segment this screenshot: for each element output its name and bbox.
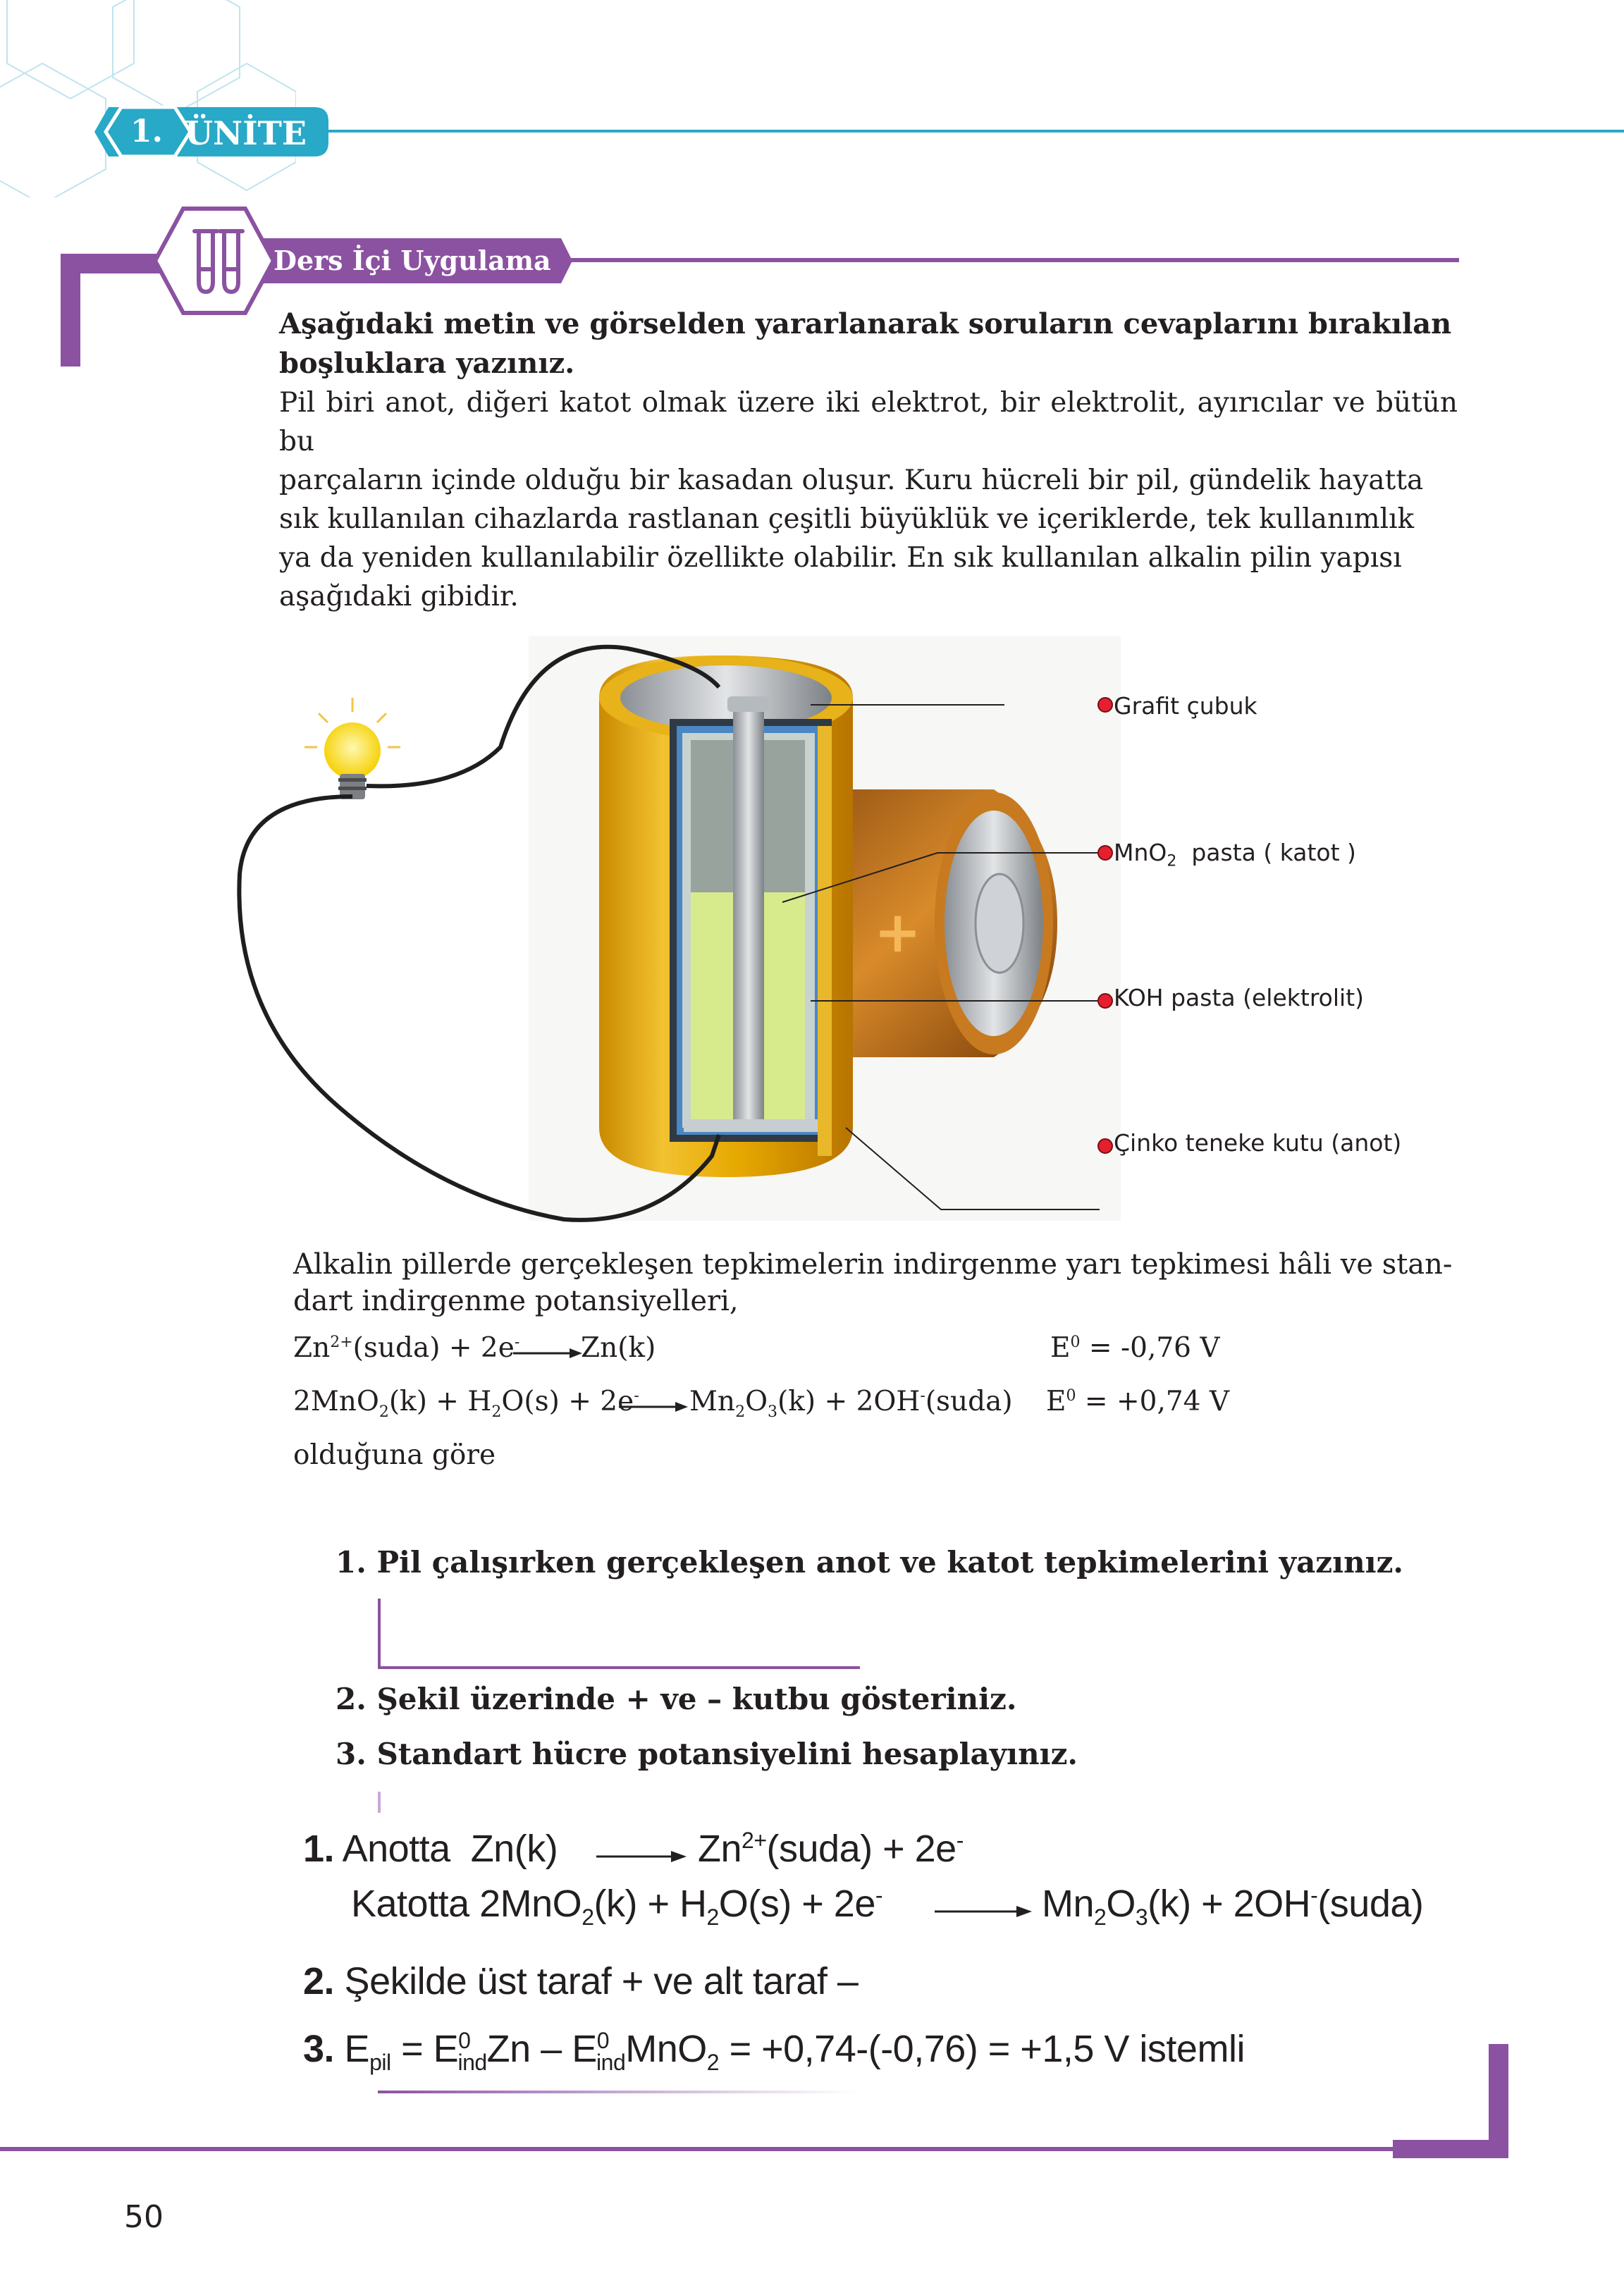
answer-1-anode-product: $Zn^{2+}(suda) + 2e^-$ (698, 1828, 964, 1870)
unit-label: ÜNİTE (185, 114, 307, 152)
answer-3: 3. $E_{pil} = E^0_{ind}Zn - E^0_{ind}MnO_2 = +0,74-(-0,76) = +1,5$ V istemli (303, 2028, 1245, 2075)
unit-header-line (310, 130, 1624, 133)
callout-zinc-can: Çinko teneke kutu (anot) (1114, 1129, 1402, 1157)
callout-mno2-text: MnO (1114, 839, 1167, 866)
question-3: 3. Standart hücre potansiyelini hesaplayınız. (336, 1737, 1078, 1771)
intro-paragraph (279, 383, 1458, 616)
answer-2: 2. Şekilde üst taraf + ve alt taraf – (303, 1960, 859, 2002)
footer-corner-horizontal (1393, 2140, 1508, 2158)
callout-mno2-paste (1114, 839, 1356, 870)
reaction-arrow-icon (513, 1346, 584, 1360)
page-number: 50 (124, 2199, 164, 2235)
answer-1-cathode: Katotta $2MnO_2(k) + H_2O(s) + 2e^-$ (351, 1883, 883, 1930)
unit-number: 1. (130, 113, 163, 149)
footer-line (0, 2147, 1508, 2151)
equation-mno2-product: $Mn_2O_3(k)$ + 2OH-(suda) (689, 1386, 1013, 1421)
potential-zinc: $E^0 = -0,76$ V (1050, 1332, 1220, 1364)
reaction-arrow-icon (935, 1903, 1033, 1920)
callout-mno2-subscript: 2 (1167, 852, 1177, 870)
para2-line: dart indirgenme potansiyelleri, (293, 1285, 739, 1317)
callout-koh-paste: KOH pasta (elektrolit) (1114, 984, 1365, 1011)
equation-zinc-product: Zn(k) (581, 1332, 656, 1364)
reaction-arrow-icon (619, 1400, 689, 1414)
instruction-text: Aşağıdaki metin ve görselden yararlanarak soruların cevaplarını bırakılan boşluklara yazınız. (279, 307, 1452, 380)
section-title: Ders İçi Uygulama (273, 245, 551, 276)
answer-space-3-line (378, 2091, 857, 2093)
intro-line: Pil biri anot, diğeri katot olmak üzere iki elektrot, bir elektrolit, ayırıcılar ve bütün bu (279, 387, 1458, 457)
plus-sign-text: + (874, 899, 922, 965)
equation-zinc: $Zn^{2+}(suda) + 2e^-$ (293, 1332, 520, 1364)
intro-line: aşağıdaki gibidir. (279, 581, 519, 612)
callout-graphite-rod: Grafit çubuk (1114, 692, 1257, 720)
question-1: 1. Pil çalışırken gerçekleşen anot ve katot tepkimelerini yazınız. (336, 1545, 1404, 1580)
reaction-arrow-icon (596, 1848, 688, 1865)
conclusion-text: olduğuna göre (293, 1439, 496, 1471)
reactions-paragraph (293, 1246, 1456, 1319)
answer-space-1 (378, 1599, 860, 1669)
question-2: 2. Şekil üzerinde + ve – kutbu gösteriniz. (336, 1682, 1017, 1716)
answer-space-3-mark (378, 1792, 381, 1813)
main-battery (599, 655, 853, 1177)
equation-mno2: $2MnO_2(k) + H_2O(s) + 2e^-$ (293, 1386, 639, 1421)
answer-1-cathode-product: $Mn_2O_3(k)$ + 2OH-(suda) (1042, 1883, 1424, 1930)
hexagon-decoration (0, 0, 296, 197)
para2-line: Alkalin pillerde gerçekleşen tepkimelerin indirgenme yarı tepkimesi hâli ve stan- (293, 1248, 1453, 1281)
potential-mno2: $E^0 = +0,74$ V (1046, 1386, 1230, 1417)
answer-1-anode: 1. Anotta Zn(k) (303, 1828, 558, 1870)
intro-line: ya da yeniden kullanılabilir özellikte olabilir. En sık kullanılan alkalin pilin yapısı (279, 542, 1402, 574)
callout-mno2-text-2: pasta ( katot ) (1176, 839, 1356, 866)
intro-line: sık kullanılan cihazlarda rastlanan çeşitli büyüklük ve içeriklerde, tek kullanımlık (279, 503, 1415, 535)
section-header-line (536, 258, 1459, 262)
intro-line: parçaların içinde olduğu bir kasadan oluşur. Kuru hücreli bir pil, gündelik hayatta (279, 464, 1424, 496)
